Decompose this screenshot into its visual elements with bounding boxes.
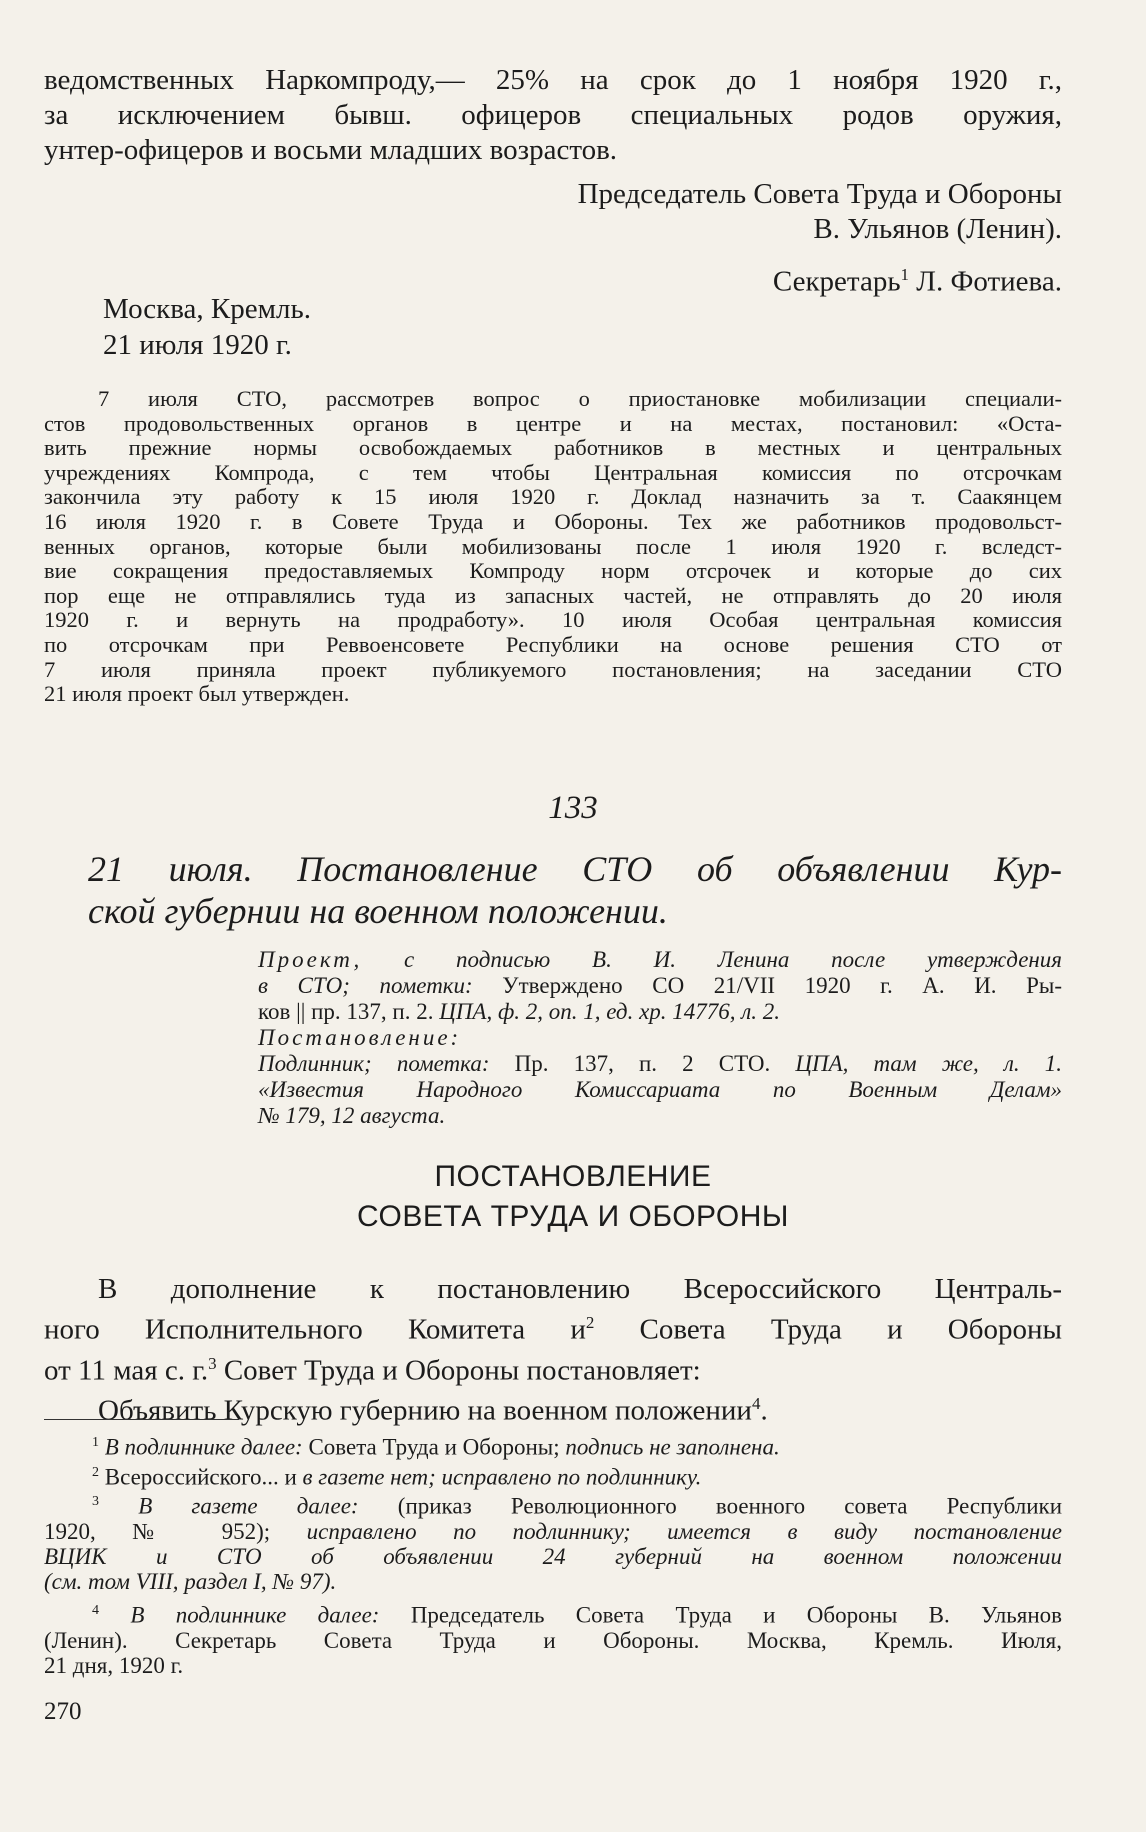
footnote: (Ленин). Секретарь Совета Труда и Обороны. Москва, Кремль. Июля, — [44, 1627, 1062, 1653]
source-line — [258, 1051, 1062, 1077]
source-text: Пр. 137, п. 2 СТО. — [514, 1051, 771, 1076]
commentary-line: вие сокращения предоставляемых Компроду норм отсрочек и которые до сих — [44, 558, 1062, 584]
footnote-number: 2 — [92, 1464, 99, 1480]
footnote — [44, 1519, 1062, 1544]
commentary-line: 7 июля приняла проект публикуемого постановления; на заседании СТО — [44, 656, 1062, 682]
document-title — [88, 848, 1062, 932]
text-line: унтер-офицеров и восьми младших возрастов. — [44, 134, 618, 166]
commentary-line: 1920 г. и вернуть на продработу». 10 июля Особая центральная комиссия — [44, 607, 1062, 633]
decree-line: В дополнение к постановлению Всероссийского Централь- — [98, 1273, 1062, 1305]
footnote-text: Председатель Совета Труда и Обороны В. Ульянов — [410, 1602, 1063, 1628]
source-label: Постановление: — [258, 1025, 462, 1050]
secretary-label: Секретарь — [772, 265, 901, 298]
decree-text: . — [760, 1394, 768, 1427]
source-label: Проект, — [258, 947, 363, 972]
place-date — [103, 291, 311, 363]
text-line: ведомственных Наркомпроду,— 25% на срок до 1 ноября 1920 г., — [44, 64, 1062, 96]
decree-line — [44, 1306, 1062, 1347]
footnote — [44, 1460, 1062, 1490]
chairman-title: Председатель Совета Труда и Обороны — [577, 178, 1062, 210]
decree-text: ного Исполнительного Комитета и — [44, 1313, 586, 1346]
footnote: (см. том VIII, раздел I, № 97). — [44, 1568, 337, 1594]
footnote: ВЦИК и СТО об объявлении 24 губерний на военном положении — [44, 1543, 1062, 1569]
secretary-name: Л. Фотиева. — [916, 265, 1062, 298]
footnote-text: В подлиннике далее: — [104, 1434, 303, 1460]
source-text: с подписью В. И. Ленина после утверждения — [404, 947, 1063, 972]
archival-source — [258, 947, 1062, 1129]
secretary-line — [578, 257, 1062, 300]
source-line — [258, 973, 1062, 999]
footnote — [44, 1598, 1062, 1628]
footnote: 21 дня, 1920 г. — [44, 1652, 184, 1678]
footnote — [44, 1430, 1062, 1460]
footnote-mark: 2 — [585, 1313, 595, 1332]
footnote-text: (приказ Революционного военного совета Республики — [397, 1493, 1062, 1519]
footnotes — [44, 1430, 1062, 1678]
decree-line — [44, 1387, 1062, 1428]
footnote-text: Всероссийского... и — [104, 1464, 297, 1490]
decree-text: Объявить Курскую губернию на военном положении — [98, 1394, 752, 1427]
footnote-mark: 3 — [208, 1353, 217, 1373]
source-text: в СТО; пометки: — [258, 973, 473, 998]
editorial-commentary — [44, 387, 1062, 707]
footnote-text: В подлиннике далее: — [130, 1602, 380, 1628]
source-line: «Известия Народного Комиссариата по Военным Делам» — [258, 1077, 1062, 1102]
source-line — [258, 1025, 1062, 1051]
source-text: ков || пр. 137, п. 2. — [258, 999, 434, 1024]
decree-text: Совета Труда и Обороны — [594, 1313, 1062, 1346]
decree-heading — [0, 1157, 1146, 1237]
date: 21 июля 1920 г. — [103, 329, 292, 361]
footnote-text: Совета Труда и Обороны; — [308, 1434, 560, 1460]
footnote-text: в газете нет; исправлено по подлиннику. — [302, 1464, 702, 1490]
title-line: ской губернии на военном положении. — [88, 891, 668, 931]
commentary-line: пор еще не отправлялись туда из запасных частей, не отправлять до 20 июля — [44, 582, 1062, 608]
footnote-number: 1 — [92, 1435, 99, 1450]
place: Москва, Кремль. — [103, 293, 311, 325]
commentary-line: закончила эту работу к 15 июля 1920 г. Доклад назначить за т. Саакянцем — [44, 484, 1062, 510]
commentary-line: учреждениях Компрода, с тем чтобы Центральная комиссия по отсрочкам — [44, 459, 1062, 485]
decree-text: от 11 мая с. г. — [44, 1354, 209, 1387]
decree-line — [44, 1347, 1062, 1388]
title-line: 21 июля. Постановление СТО об объявлении Кур- — [88, 849, 1062, 889]
commentary-line: по отсрочкам при Реввоенсовете Республики на основе решения СТО от — [44, 631, 1062, 657]
commentary-line: 16 июля 1920 г. в Совете Труда и Обороны. Тех же работников продовольст- — [44, 508, 1062, 534]
chairman-name: В. Ульянов (Ленин). — [813, 213, 1062, 245]
footnote-text: исправлено по подлиннику; имеется в виду постановление — [306, 1518, 1063, 1544]
page-number: 270 — [44, 1698, 82, 1725]
footnote-number: 4 — [92, 1602, 99, 1618]
footnote-text: В газете далее: — [138, 1493, 359, 1519]
decree-body — [44, 1272, 1062, 1428]
heading-line: ПОСТАНОВЛЕНИЕ — [434, 1160, 712, 1193]
source-line — [258, 947, 1062, 973]
commentary-line: 7 июля СТО, рассмотрев вопрос о приостановке мобилизации специали- — [98, 386, 1062, 411]
commentary-line: венных органов, которые были мобилизованы после 1 июля 1920 г. вследст- — [44, 533, 1062, 559]
footnote-mark: 1 — [900, 265, 910, 284]
source-text: ЦПА, ф. 2, оп. 1, ед. хр. 14776, л. 2. — [439, 999, 781, 1024]
source-text: ЦПА, там же, л. 1. — [795, 1051, 1063, 1076]
source-line: № 179, 12 августа. — [258, 1103, 446, 1128]
footnote-rule — [44, 1419, 239, 1420]
footnote-text: 1920, № 952); — [44, 1518, 271, 1544]
text-line: за исключением бывш. офицеров специальных родов оружия, — [44, 99, 1062, 131]
footnote-text: подпись не заполнена. — [565, 1434, 780, 1460]
footnote — [44, 1489, 1062, 1519]
signature-block — [578, 177, 1062, 300]
heading-line: СОВЕТА ТРУДА И ОБОРОНЫ — [357, 1200, 789, 1233]
source-line — [258, 999, 1062, 1025]
commentary-line: стов продовольственных органов в центре и на местах, постановил: «Оста- — [44, 410, 1062, 436]
footnote-number: 3 — [92, 1494, 99, 1510]
commentary-line: вить прежние нормы освобождаемых работников в местных и центральных — [44, 435, 1062, 461]
decree-text: Совет Труда и Обороны постановляет: — [216, 1354, 701, 1387]
commentary-line: 21 июля проект был утвержден. — [44, 681, 350, 707]
footnote-mark: 4 — [751, 1394, 761, 1414]
document-number: 133 — [548, 790, 598, 826]
source-text: Утверждено СО 21/VII 1920 г. А. И. Ры- — [502, 973, 1063, 998]
continuation-text — [44, 63, 1062, 168]
source-text: Подлинник; пометка: — [258, 1051, 490, 1076]
